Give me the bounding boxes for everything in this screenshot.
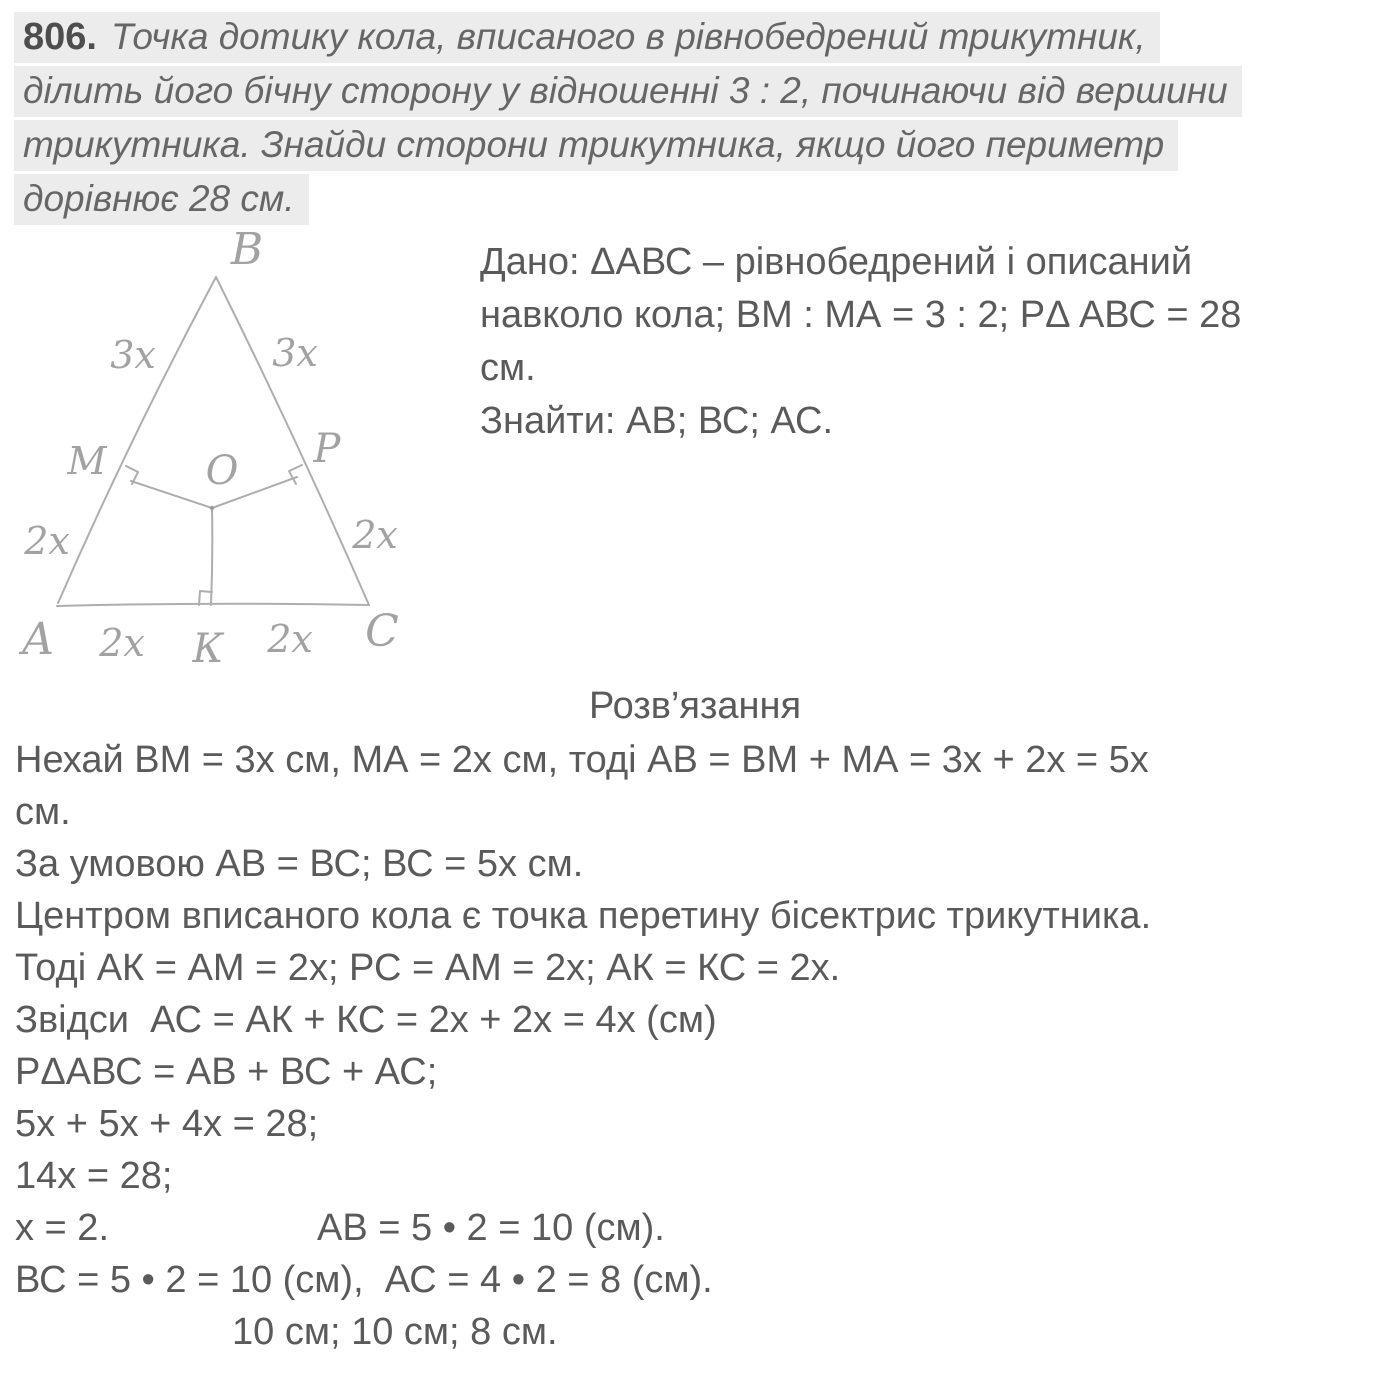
solution-line: Тоді АК = АМ = 2х; РС = АМ = 2х; АК = КС = 2х. bbox=[15, 947, 841, 989]
solution-line: см. bbox=[15, 791, 71, 833]
solution-line: Звідси АС = АК + КС = 2х + 2х = 4х (см) bbox=[15, 999, 717, 1041]
radius-om bbox=[131, 481, 212, 508]
solution-line-x-and-ab bbox=[0, 1202, 1390, 1254]
solution-line: 14х = 28; bbox=[15, 1155, 173, 1197]
triangle-diagram bbox=[0, 216, 450, 681]
problem-line-2 bbox=[14, 66, 1390, 117]
segment-label-3x-right: 3x bbox=[272, 331, 318, 375]
solution-section bbox=[0, 678, 1390, 1358]
problem-line-1 bbox=[14, 12, 1390, 63]
highlight-block bbox=[14, 66, 1242, 117]
problem-text: ділить його бічну сторону у відношенні 3 : 2, починаючи від вершини bbox=[23, 70, 1228, 111]
problem-statement bbox=[0, 0, 1390, 225]
highlight-block bbox=[14, 12, 1160, 63]
middle-section bbox=[0, 224, 1390, 678]
x-value: х = 2. bbox=[15, 1207, 109, 1249]
solution-line: 5х + 5х + 4х = 28; bbox=[15, 1103, 319, 1145]
solution-line: Нехай ВМ = 3х см, МА = 2х см, тоді АВ = ВМ + МА = 3х + 2х = 5х bbox=[15, 739, 1149, 781]
point-label-m: М bbox=[67, 439, 107, 483]
solution-line: ВС = 5 • 2 = 10 (см), АС = 4 • 2 = 8 (см). bbox=[15, 1259, 713, 1301]
point-label-o: О bbox=[205, 448, 239, 494]
given-line-1: Дано: ΔАВС – рівнобедрений і описаний bbox=[480, 241, 1193, 283]
point-label-k: К bbox=[192, 626, 224, 672]
problem-text: Точка дотику кола, вписаного в рівнобедрений трикутник, bbox=[110, 16, 1146, 57]
radius-ok bbox=[211, 508, 212, 605]
problem-text: дорівнює 28 см. bbox=[23, 178, 295, 219]
vertex-label-c: C bbox=[365, 606, 399, 657]
solution-heading: Розв’язання bbox=[588, 685, 802, 727]
right-angle-mark-p bbox=[289, 465, 302, 484]
segment-label-2x-left: 2x bbox=[24, 519, 70, 563]
given-line-3: см. bbox=[480, 347, 536, 389]
segment-label-2x-base-right: 2x bbox=[267, 617, 313, 661]
highlight-block bbox=[14, 120, 1178, 171]
problem-line-3 bbox=[14, 120, 1390, 171]
solution-line: РΔАВС = АВ + ВС + АС; bbox=[15, 1051, 438, 1093]
incenter-point bbox=[210, 506, 214, 510]
problem-number: 806. bbox=[23, 16, 97, 58]
solution-line: За умовою АВ = ВС; ВС = 5х см. bbox=[15, 843, 584, 885]
ab-value: АВ = 5 • 2 = 10 (см). bbox=[317, 1207, 665, 1249]
find-line: Знайти: АВ; ВС; АС. bbox=[480, 400, 834, 442]
point-label-p: Р bbox=[313, 426, 341, 472]
problem-text: трикутника. Знайди сторони трикутника, якщо його периметр bbox=[23, 124, 1165, 165]
given-line-2: навколо кола; ВМ : МА = 3 : 2; РΔ АВС = 28 bbox=[480, 294, 1242, 336]
vertex-label-b: B bbox=[230, 224, 264, 275]
given-block bbox=[480, 236, 1385, 448]
triangle-base-ac bbox=[57, 604, 369, 606]
segment-label-2x-base-left: 2x bbox=[99, 621, 145, 665]
vertex-label-a: A bbox=[22, 614, 54, 665]
solution-line: Центром вписаного кола є точка перетину бісектрис трикутника. bbox=[15, 895, 1152, 937]
segment-label-2x-right: 2x bbox=[352, 513, 398, 557]
final-answer-line: 10 см; 10 см; 8 см. bbox=[232, 1311, 558, 1353]
segment-label-3x-left: 3x bbox=[110, 333, 156, 377]
triangle-side-bc bbox=[216, 277, 369, 605]
